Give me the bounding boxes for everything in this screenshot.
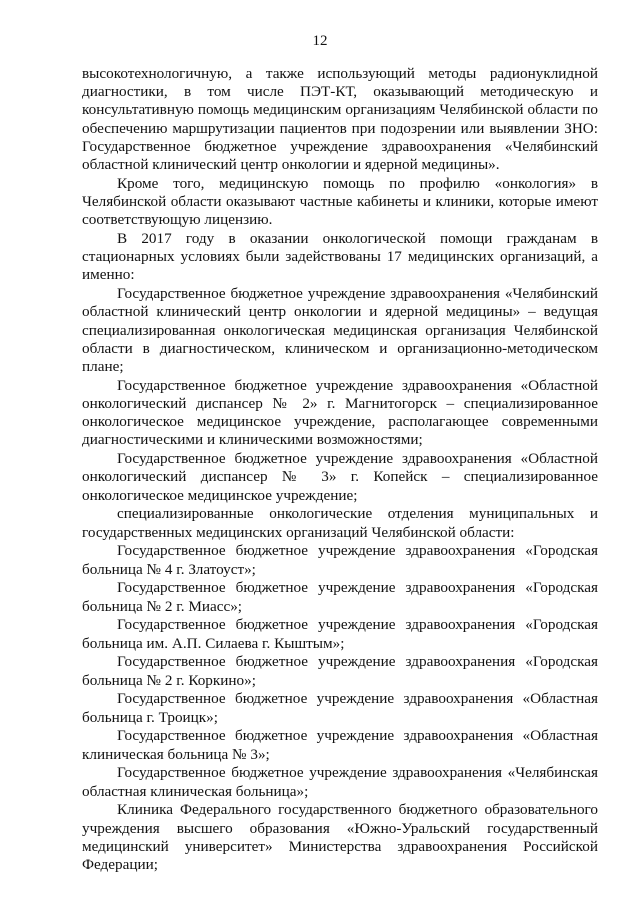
paragraph-2017-organizations: В 2017 году в оказании онкологической помощи гражданам в стационарных условиях были задействованы 17 медицинских организаций, а именно: — [82, 230, 598, 284]
list-item-miass-hospital: Государственное бюджетное учреждение здравоохранения «Городская больница № 2 г. Миасс»; — [82, 579, 598, 615]
list-item-dispensary-3: Государственное бюджетное учреждение здравоохранения «Областной онкологический диспансер № 3» г. Копейск – специализированное онкологическое медицинское учреждение; — [82, 450, 598, 504]
paragraph-private-clinics: Кроме того, медицинскую помощь по профилю «онкология» в Челябинской области оказывают частные кабинеты и клиники, которые имеют соответствующую лицензию. — [82, 174, 598, 229]
list-item-troitsk-hospital: Государственное бюджетное учреждение здравоохранения «Областная больница г. Троицк»; — [82, 690, 598, 726]
list-item-korkino-hospital: Государственное бюджетное учреждение здравоохранения «Городская больница № 2 г. Коркино»; — [82, 653, 598, 689]
list-item-regional-hospital-3: Государственное бюджетное учреждение здравоохранения «Областная клиническая больница № 3»; — [82, 727, 598, 763]
list-item-zlatoust-hospital: Государственное бюджетное учреждение здравоохранения «Городская больница № 4 г. Златоуст»; — [82, 542, 598, 578]
list-item-university-clinic: Клиника Федерального государственного бюджетного образовательного учреждения высшего образования «Южно-Уральский государственный медицинский университет» Министерства здравоохранения Российской Федерации; — [82, 801, 598, 874]
list-item-oncology-center: Государственное бюджетное учреждение здравоохранения «Челябинский областной клинический центр онкологии и ядерной медицины» – ведущая специализированная онкологическая медицинская организация Челябинской области в диагностическом, клиническом и организационно-методическом плане; — [82, 285, 598, 376]
document-body — [82, 65, 598, 875]
list-item-kyshtym-hospital: Государственное бюджетное учреждение здравоохранения «Городская больница им. А.П. Силаева г. Кыштым»; — [82, 616, 598, 652]
list-item-specialized-departments: специализированные онкологические отделения муниципальных и государственных медицинских организаций Челябинской области: — [82, 505, 598, 541]
paragraph-intro-continuation: высокотехнологичную, а также использующий методы радионуклидной диагностики, в том числе ПЭТ-КТ, оказывающий методическую и консультативную помощь медицинским организациям Челябинской области по обеспечению маршрутизации пациентов при подозрении или выявлении ЗНО: Государственное бюджетное учреждение здравоохранения «Челябинский областной клинический центр онкологии и ядерной медицины». — [82, 65, 598, 174]
list-item-dispensary-2: Государственное бюджетное учреждение здравоохранения «Областной онкологический диспансер № 2» г. Магнитогорск – специализированное онкологическое медицинское учреждение, располагающее современными диагностическими и клиническими возможностями; — [82, 376, 598, 449]
list-item-chelyabinsk-regional-hospital: Государственное бюджетное учреждение здравоохранения «Челябинская областная клиническая больница»; — [82, 764, 598, 800]
page-number: 12 — [312, 33, 328, 49]
